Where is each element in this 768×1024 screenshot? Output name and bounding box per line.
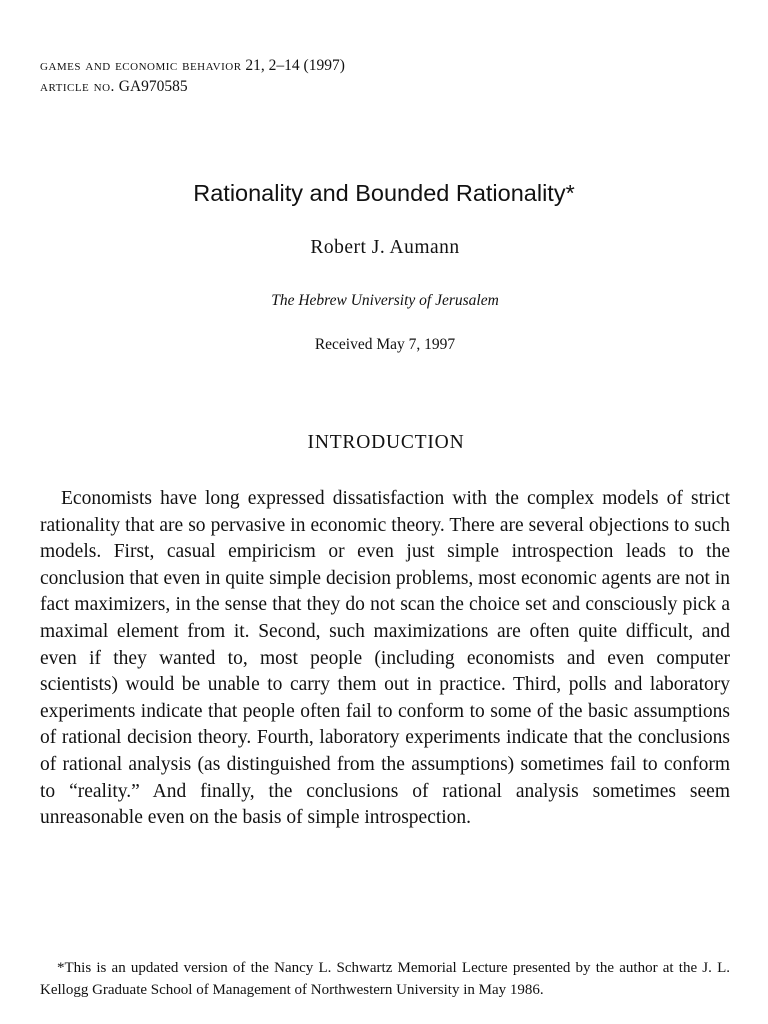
article-number-label: article no. (40, 78, 115, 95)
article-number-line (40, 76, 345, 97)
received-date: Received May 7, 1997 (314, 336, 456, 353)
author-affiliation: The Hebrew University of Jerusalem (271, 292, 499, 309)
journal-header (40, 55, 345, 97)
section-heading: INTRODUCTION (307, 432, 465, 453)
journal-name: games and economic behavior (40, 57, 242, 74)
article-number: GA970585 (118, 78, 188, 95)
footnote (40, 958, 730, 1001)
footnote-text: This is an updated version of the Nancy L. Schwartz Memorial Lecture presented by the author at the J. L. Kellogg Graduate School of Management of Northwestern University in May 1986. (40, 960, 730, 998)
journal-citation-line (40, 55, 345, 76)
footnote-marker: * (57, 960, 65, 976)
author-name: Robert J. Aumann (310, 237, 460, 258)
volume-pages-year: 21, 2–14 (1997) (245, 57, 345, 74)
article-title: Rationality and Bounded Rationality* (193, 180, 575, 206)
introduction-paragraph: Economists have long expressed dissatisfaction with the complex models of strict rationality that are so pervasive in economic theory. There are several objections to such models. First, casual empiricism or even just simple introspection leads to the conclusion that even in quite simple decision problems, most economic agents are not in fact maximizers, in the sense that they do not scan the choice set and consciously pick a maximal element from it. Second, such maximizations are often quite difficult, and even if they wanted to, most people (including economists and even computer scientists) would be unable to carry them out in practice. Third, polls and laboratory experiments indicate that people often fail to conform to some of the basic assumptions of rational decision theory. Fourth, laboratory experiments indicate that the conclusions of rational analysis (as distinguished from the assumptions) sometimes fail to conform to “reality.” And finally, the conclusions of rational analysis sometimes seem unreasonable even on the basis of simple introspection. (40, 488, 730, 829)
